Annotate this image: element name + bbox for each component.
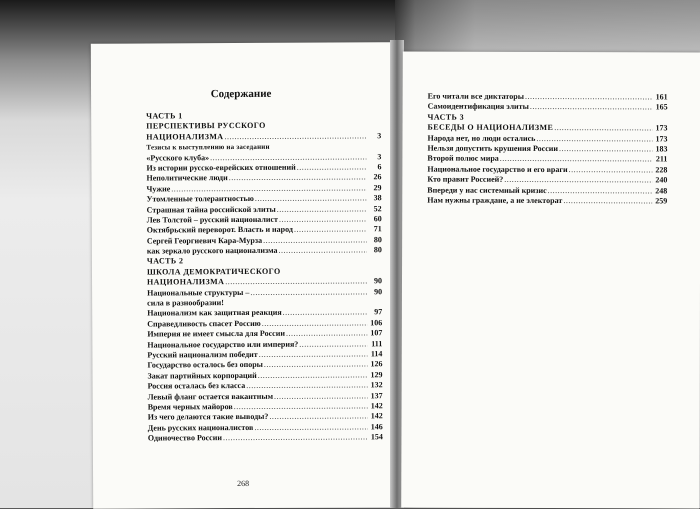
- toc-entry-title: Нам нужны граждане, а не электорат: [427, 195, 563, 205]
- toc-entry-page: 97: [374, 307, 383, 317]
- dot-leader: [246, 381, 367, 392]
- toc-entry-page: 173: [655, 133, 668, 143]
- dot-leader: [262, 318, 368, 329]
- toc-entry-title: Одиночество России: [147, 433, 222, 443]
- toc-entry-title: Империя не имеет смысла для России: [147, 328, 285, 339]
- page-number: 268: [237, 478, 250, 489]
- dot-leader: [277, 204, 367, 215]
- dot-leader: [525, 92, 653, 103]
- dot-leader: [536, 134, 652, 145]
- toc-entry-page: 80: [373, 245, 382, 255]
- dot-leader: [504, 175, 652, 186]
- dot-leader: [548, 186, 653, 197]
- toc-entry-page: 71: [373, 224, 382, 234]
- toc-entry-title: Его читали все диктаторы: [427, 91, 524, 101]
- toc-entry-title: Сергей Георгиевич Кара-Мурза: [146, 235, 263, 246]
- toc-entry-title: Впереди у нас системный кризис: [427, 185, 547, 195]
- page-title: Содержание: [210, 87, 272, 101]
- dot-leader: [286, 329, 367, 340]
- toc-entry-page: 6: [377, 162, 382, 172]
- toc-entry: [147, 245, 382, 257]
- toc-list-right: [427, 92, 667, 207]
- dot-leader: [283, 308, 368, 319]
- toc-entry-page: 29: [373, 183, 382, 193]
- toc-entry-title: Октябрьский переворот. Власть и народ: [146, 225, 293, 235]
- toc-entry-page: 146: [370, 421, 383, 432]
- toc-entry-page: 3: [377, 151, 382, 161]
- toc-entry-title: Лев Толстой – русский националист: [146, 214, 278, 225]
- dot-leader: [559, 144, 653, 155]
- toc-entry-page: 60: [373, 214, 382, 224]
- dot-leader: [278, 245, 366, 256]
- dot-leader: [279, 214, 367, 225]
- toc-entry-title: Утомленные толерантностью: [146, 194, 254, 204]
- toc-entry-page: 129: [370, 370, 383, 380]
- dot-leader: [500, 154, 653, 165]
- dot-leader: [563, 196, 652, 207]
- right-page: [401, 51, 700, 508]
- toc-entry-page: 3: [377, 131, 382, 141]
- toc-entry-title: Государство осталось без опоры: [147, 360, 263, 370]
- dot-leader: [234, 401, 368, 412]
- toc-entry-title: Время черных майоров: [147, 401, 233, 412]
- toc-entry-page: 52: [373, 203, 382, 213]
- toc-list-left: [146, 110, 383, 444]
- toc-entry-title: как зеркало русского национализма: [146, 245, 278, 256]
- dot-leader: [530, 102, 653, 113]
- toc-entry-page: 259: [655, 196, 668, 206]
- toc-entry-title: Страшная тайна российской элиты: [146, 204, 276, 215]
- toc-entry-title: Левый фланг остается вакантным: [147, 391, 274, 402]
- dot-leader: [223, 432, 368, 443]
- dot-leader: [294, 225, 367, 236]
- toc-entry-title: День русских националистов: [147, 422, 254, 433]
- toc-entry-title: Из истории русско-еврейских отношений: [146, 162, 296, 173]
- toc-entry-title: БЕСЕДЫ О НАЦИОНАЛИЗМЕ: [427, 122, 554, 133]
- toc-entry-title: Закат партийных корпораций: [147, 370, 257, 381]
- toc-entry-page: 228: [655, 165, 668, 175]
- dot-leader: [569, 165, 653, 176]
- toc-entry-page: 132: [370, 380, 383, 390]
- toc-entry-page: 165: [655, 102, 668, 112]
- toc-entry: [146, 131, 381, 143]
- toc-entry-title: Нельзя допустить крушения России: [427, 143, 558, 153]
- toc-entry-title: НАЦИОНАЛИЗМА: [147, 277, 225, 287]
- toc-entry-page: 106: [370, 318, 383, 328]
- dot-leader: [255, 193, 367, 204]
- toc-entry-page: 111: [371, 338, 383, 348]
- toc-entry-title: ЧАСТЬ 3: [427, 112, 465, 122]
- toc-entry-title: Из чего делаются такие выводы?: [147, 412, 269, 422]
- dot-leader: [269, 412, 367, 423]
- dot-leader: [297, 162, 367, 173]
- toc-entry-page: 248: [655, 185, 668, 195]
- toc-entry-page: 161: [655, 92, 668, 102]
- toc-entry-title: Чужие: [146, 184, 171, 194]
- dot-leader: [254, 422, 368, 433]
- dot-leader: [224, 131, 366, 142]
- toc-entry-page: 173: [655, 123, 668, 133]
- toc-entry-page: 154: [370, 432, 383, 442]
- toc-entry-page: 114: [370, 349, 383, 359]
- toc-entry-page: 90: [374, 286, 383, 296]
- toc-entry-page: 107: [370, 328, 383, 338]
- dot-leader: [264, 360, 368, 371]
- toc-entry-page: 142: [370, 411, 383, 421]
- dot-leader: [250, 287, 367, 298]
- toc-entry-page: 90: [374, 276, 383, 286]
- dot-leader: [259, 349, 368, 360]
- toc-entry-page: 240: [655, 175, 668, 185]
- toc-entry-title: Народа нет, но люди остались: [427, 133, 536, 143]
- toc-entry-page: 137: [370, 390, 383, 400]
- toc-entry-title: Национальное государство или империя?: [147, 339, 299, 350]
- toc-entry-title: Россия осталась без класса: [147, 381, 246, 391]
- toc-entry-title: НАЦИОНАЛИЗМА: [146, 131, 224, 142]
- dot-leader: [554, 123, 652, 134]
- toc-entry: [148, 432, 383, 444]
- dot-leader: [229, 173, 367, 184]
- dot-leader: [299, 339, 367, 350]
- toc-entry: [147, 287, 382, 299]
- toc-entry-title: Второй полюс мира: [427, 153, 499, 164]
- toc-entry-title: ПЕРСПЕКТИВЫ РУССКОГО: [146, 121, 266, 131]
- toc-entry-page: 211: [655, 154, 668, 164]
- toc-entry-title: ШКОЛА ДЕМОКРАТИЧЕСКОГО: [146, 266, 281, 277]
- toc-entry-title: Справедливость спасет Россию: [147, 318, 261, 329]
- toc-entry-page: 80: [373, 234, 382, 244]
- left-page: [91, 42, 393, 509]
- toc-entry-title: Кто правит Россией?: [427, 174, 504, 184]
- toc-entry-title: Самоидентификация элиты: [427, 101, 529, 112]
- toc-entry-title: ЧАСТЬ 2: [146, 256, 184, 266]
- toc-entry-title: Национализм как защитная реакция: [147, 308, 282, 318]
- toc-entry-title: Неполитические люди: [146, 173, 228, 183]
- dot-leader: [258, 370, 368, 381]
- toc-entry-title: сила в разнообразии!: [147, 298, 224, 308]
- toc-entry-page: 142: [370, 401, 383, 411]
- toc-entry-title: Тезисы к выступлению на заседании: [146, 143, 270, 152]
- dot-leader: [225, 277, 367, 288]
- toc-entry: [427, 195, 667, 206]
- toc-entry-title: Русский национализм победит: [147, 349, 258, 360]
- toc-entry-title: «Русского клуба»: [146, 152, 210, 163]
- toc-entry-title: Национальное государство и его враги: [427, 164, 568, 174]
- dot-leader: [263, 235, 367, 246]
- toc-entry-page: 126: [370, 359, 383, 369]
- toc-entry-page: 183: [655, 144, 668, 154]
- toc-entry-page: 38: [373, 193, 382, 203]
- toc-entry-title: Национальные структуры –: [147, 287, 250, 298]
- toc-entry-title: ЧАСТЬ 1: [146, 111, 183, 121]
- dot-leader: [274, 391, 368, 402]
- toc-entry-page: 26: [373, 172, 382, 182]
